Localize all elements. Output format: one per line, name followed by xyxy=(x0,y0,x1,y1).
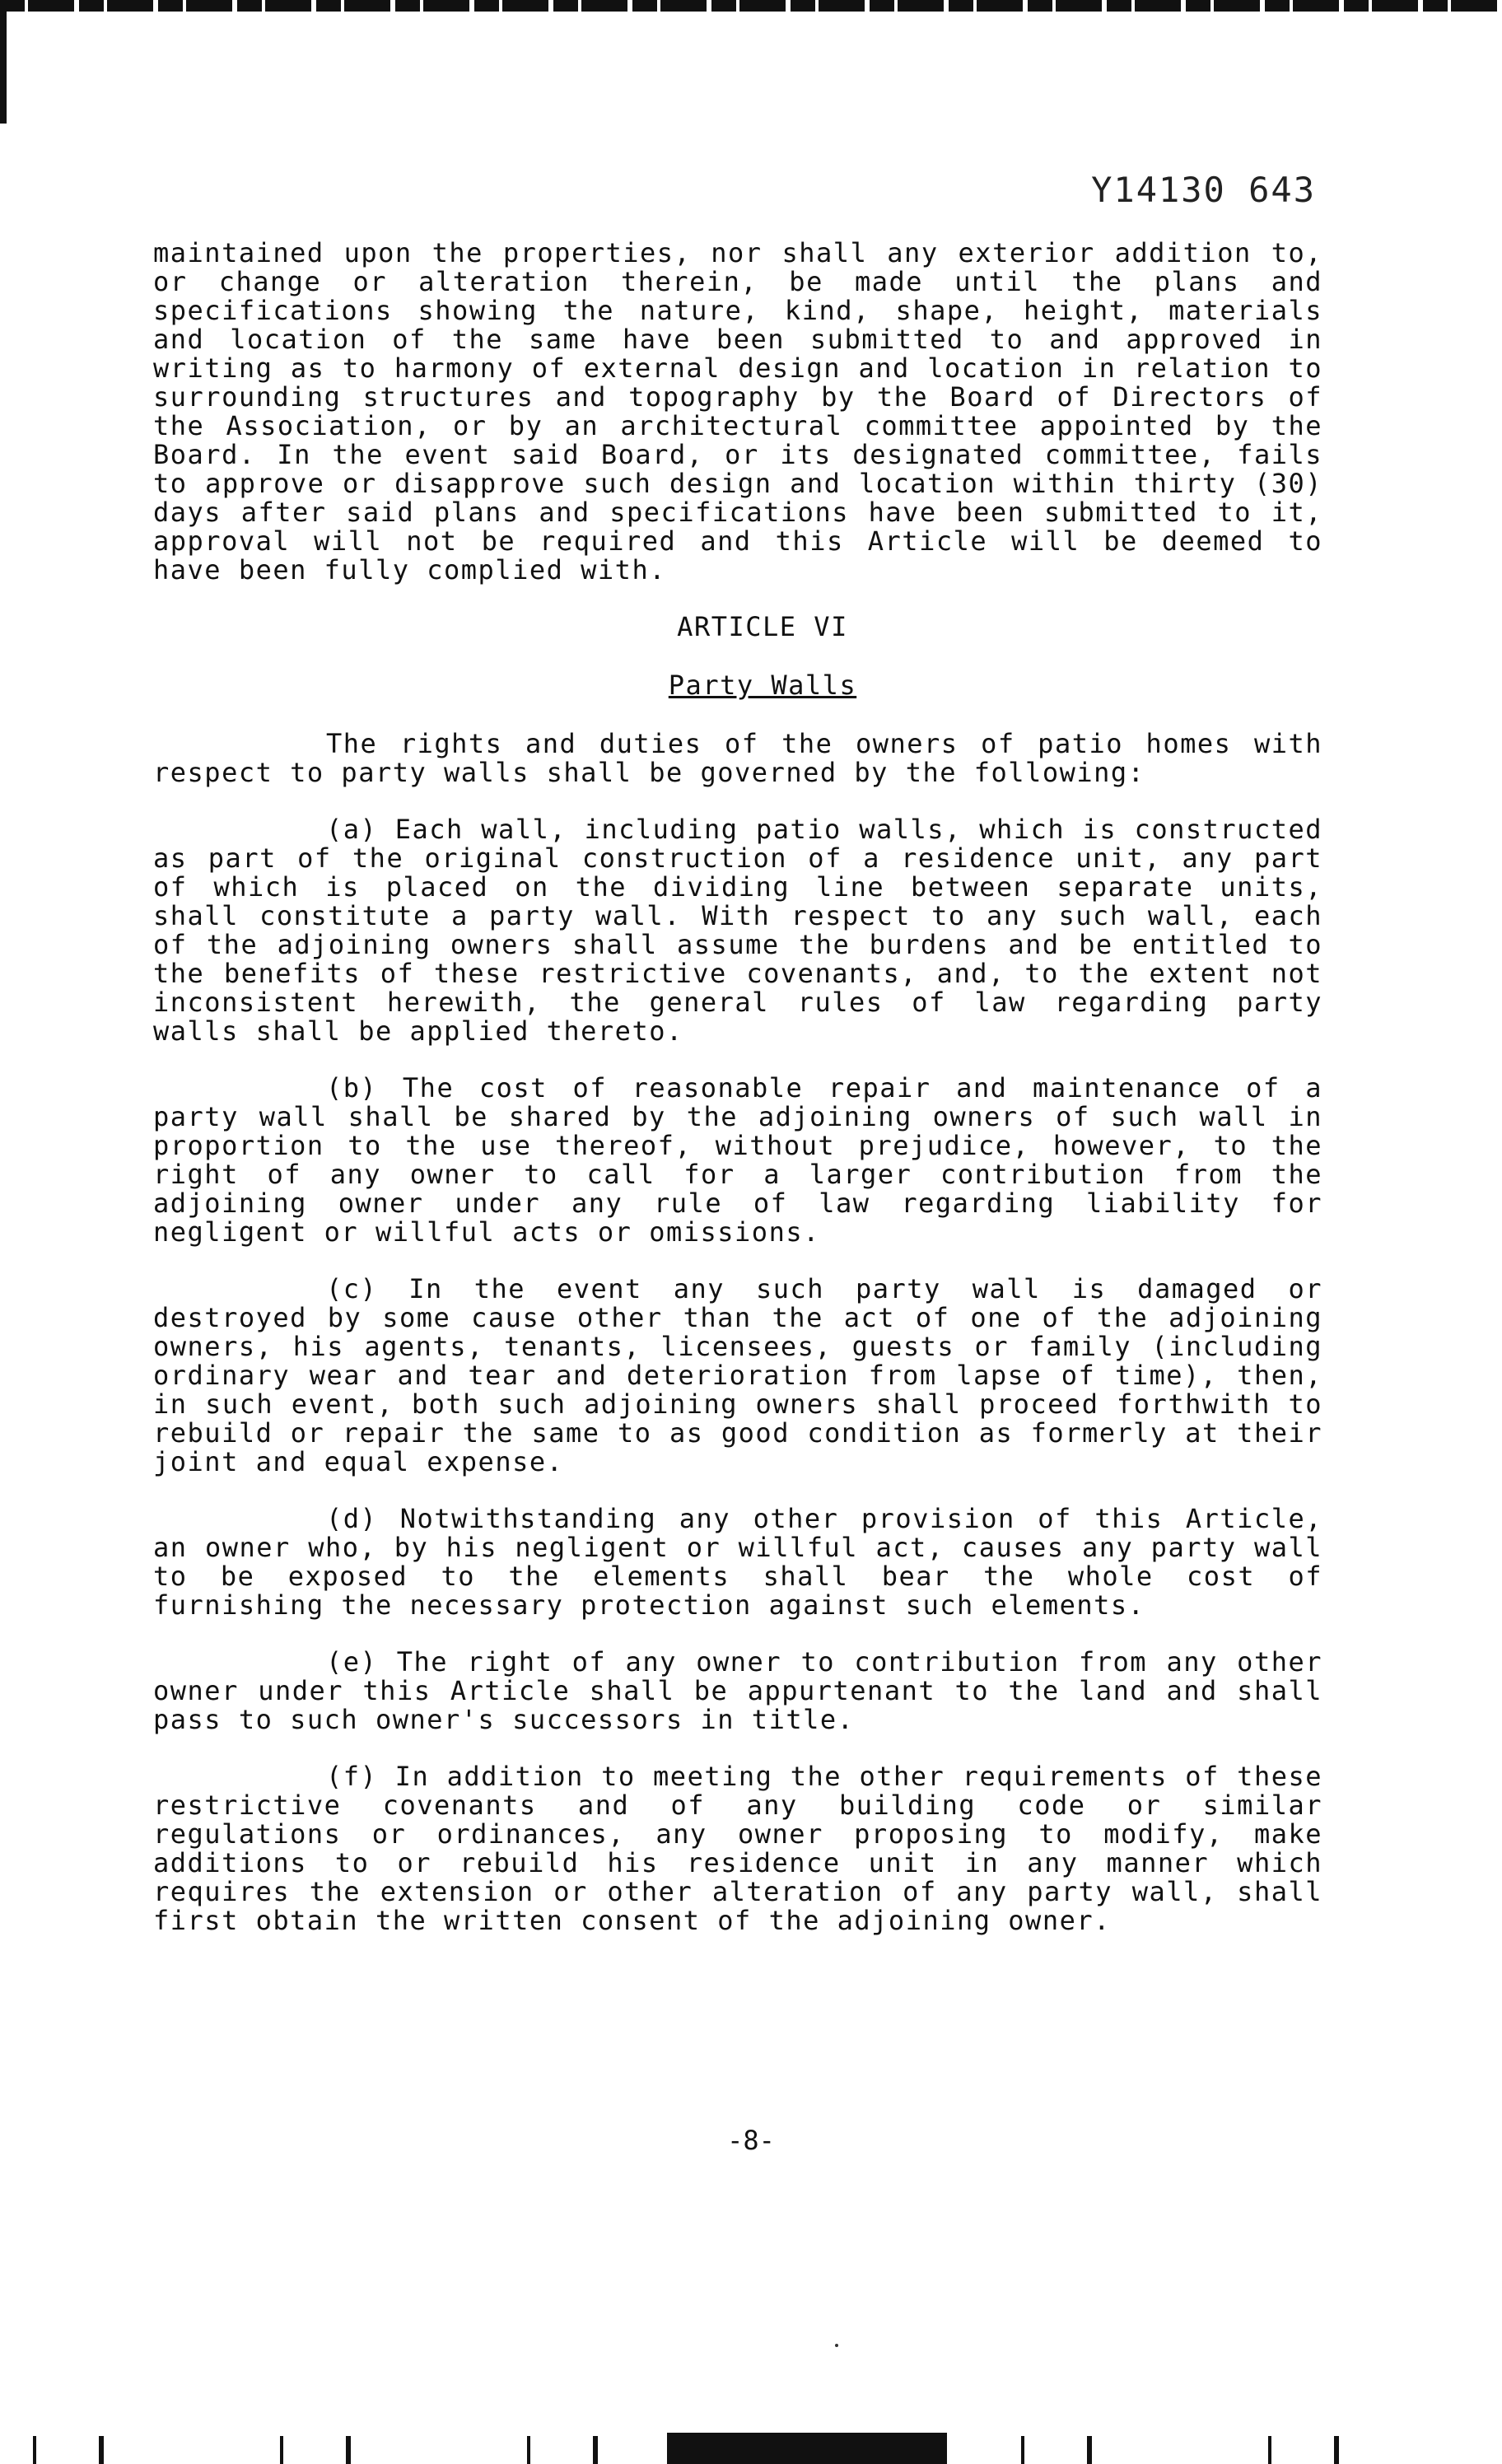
scan-speck xyxy=(835,2344,838,2347)
page-stamp: Y14130 643 xyxy=(1091,170,1316,210)
paragraph-preamble: The rights and duties of the owners of patio homes with respect to party walls shall be governed by the following: xyxy=(153,728,1322,788)
paragraph-b: (b) The cost of reasonable repair and maintenance of a party wall shall be shared by the adjoining owners of such wall in proportion to the use thereof, without prejudice, however, to the right of any owner to call for a larger contribution from the adjoining owner under any rule of law regarding liability for negligent or willful acts or omissions. xyxy=(153,1072,1322,1248)
paragraph-f: (f) In addition to meeting the other requirements of these restrictive covenants and of any building code or similar regulations or ordinances, any owner proposing to modify, make additions to or rebuild his residence unit in any manner which requires the extension or other alteration of any party wall, shall first obtain the written consent of the adjoining owner. xyxy=(153,1761,1322,1936)
document-body xyxy=(153,239,1322,1963)
paragraph-c: (c) In the event any such party wall is damaged or destroyed by some cause other than the act of one of the adjoining owners, his agents, tenants, licensees, guests or family (including ordinary wear and tear and deterioration from lapse of time), then, in such event, both such adjoining owners shall proceed forthwith to rebuild or repair the same to as good condition as formerly at their joint and equal expense. xyxy=(153,1273,1322,1477)
scan-edge-bottom-block xyxy=(667,2433,947,2464)
scan-edge-left xyxy=(0,0,7,124)
article-title-text: Party Walls xyxy=(668,670,857,701)
paragraph-continued: maintained upon the properties, nor shall any exterior addition to, or change or alteration therein, be made until the plans and specifications showing the nature, kind, shape, height, materials and location of the same have been submitted to and approved in writing as to harmony of external design and location in relation to surrounding structures and topography by the Board of Directors of the Association, or by an architectural committee appointed by the Board. In the event said Board, or its designated committee, fails to approve or disapprove such design and location within thirty (30) days after said plans and specifications have been submitted to it, approval will not be required and this Article will be deemed to have been fully complied with. xyxy=(153,237,1322,586)
scan-edge-top xyxy=(0,0,1502,12)
paragraph-e: (e) The right of any owner to contribution from any other owner under this Article shall be appurtenant to the land and shall pass to such owner's successors in title. xyxy=(153,1646,1322,1735)
article-title xyxy=(153,671,1322,700)
article-number: ARTICLE VI xyxy=(677,611,848,642)
page-number: -8- xyxy=(727,2125,775,2156)
paragraph-a: (a) Each wall, including patio walls, which is constructed as part of the original construction of a residence unit, any part of which is placed on the dividing line between separate units, shall constitute a party wall. With respect to any such wall, each of the adjoining owners shall assume the burdens and be entitled to the benefits of these restrictive covenants, and, to the extent not inconsistent herewith, the general rules of law regarding party walls shall be applied thereto. xyxy=(153,814,1322,1047)
paragraph-d: (d) Notwithstanding any other provision of this Article, an owner who, by his negligent or willful act, causes any party wall to be exposed to the elements shall bear the whole cost of furnishing the necessary protection against such elements. xyxy=(153,1503,1322,1621)
